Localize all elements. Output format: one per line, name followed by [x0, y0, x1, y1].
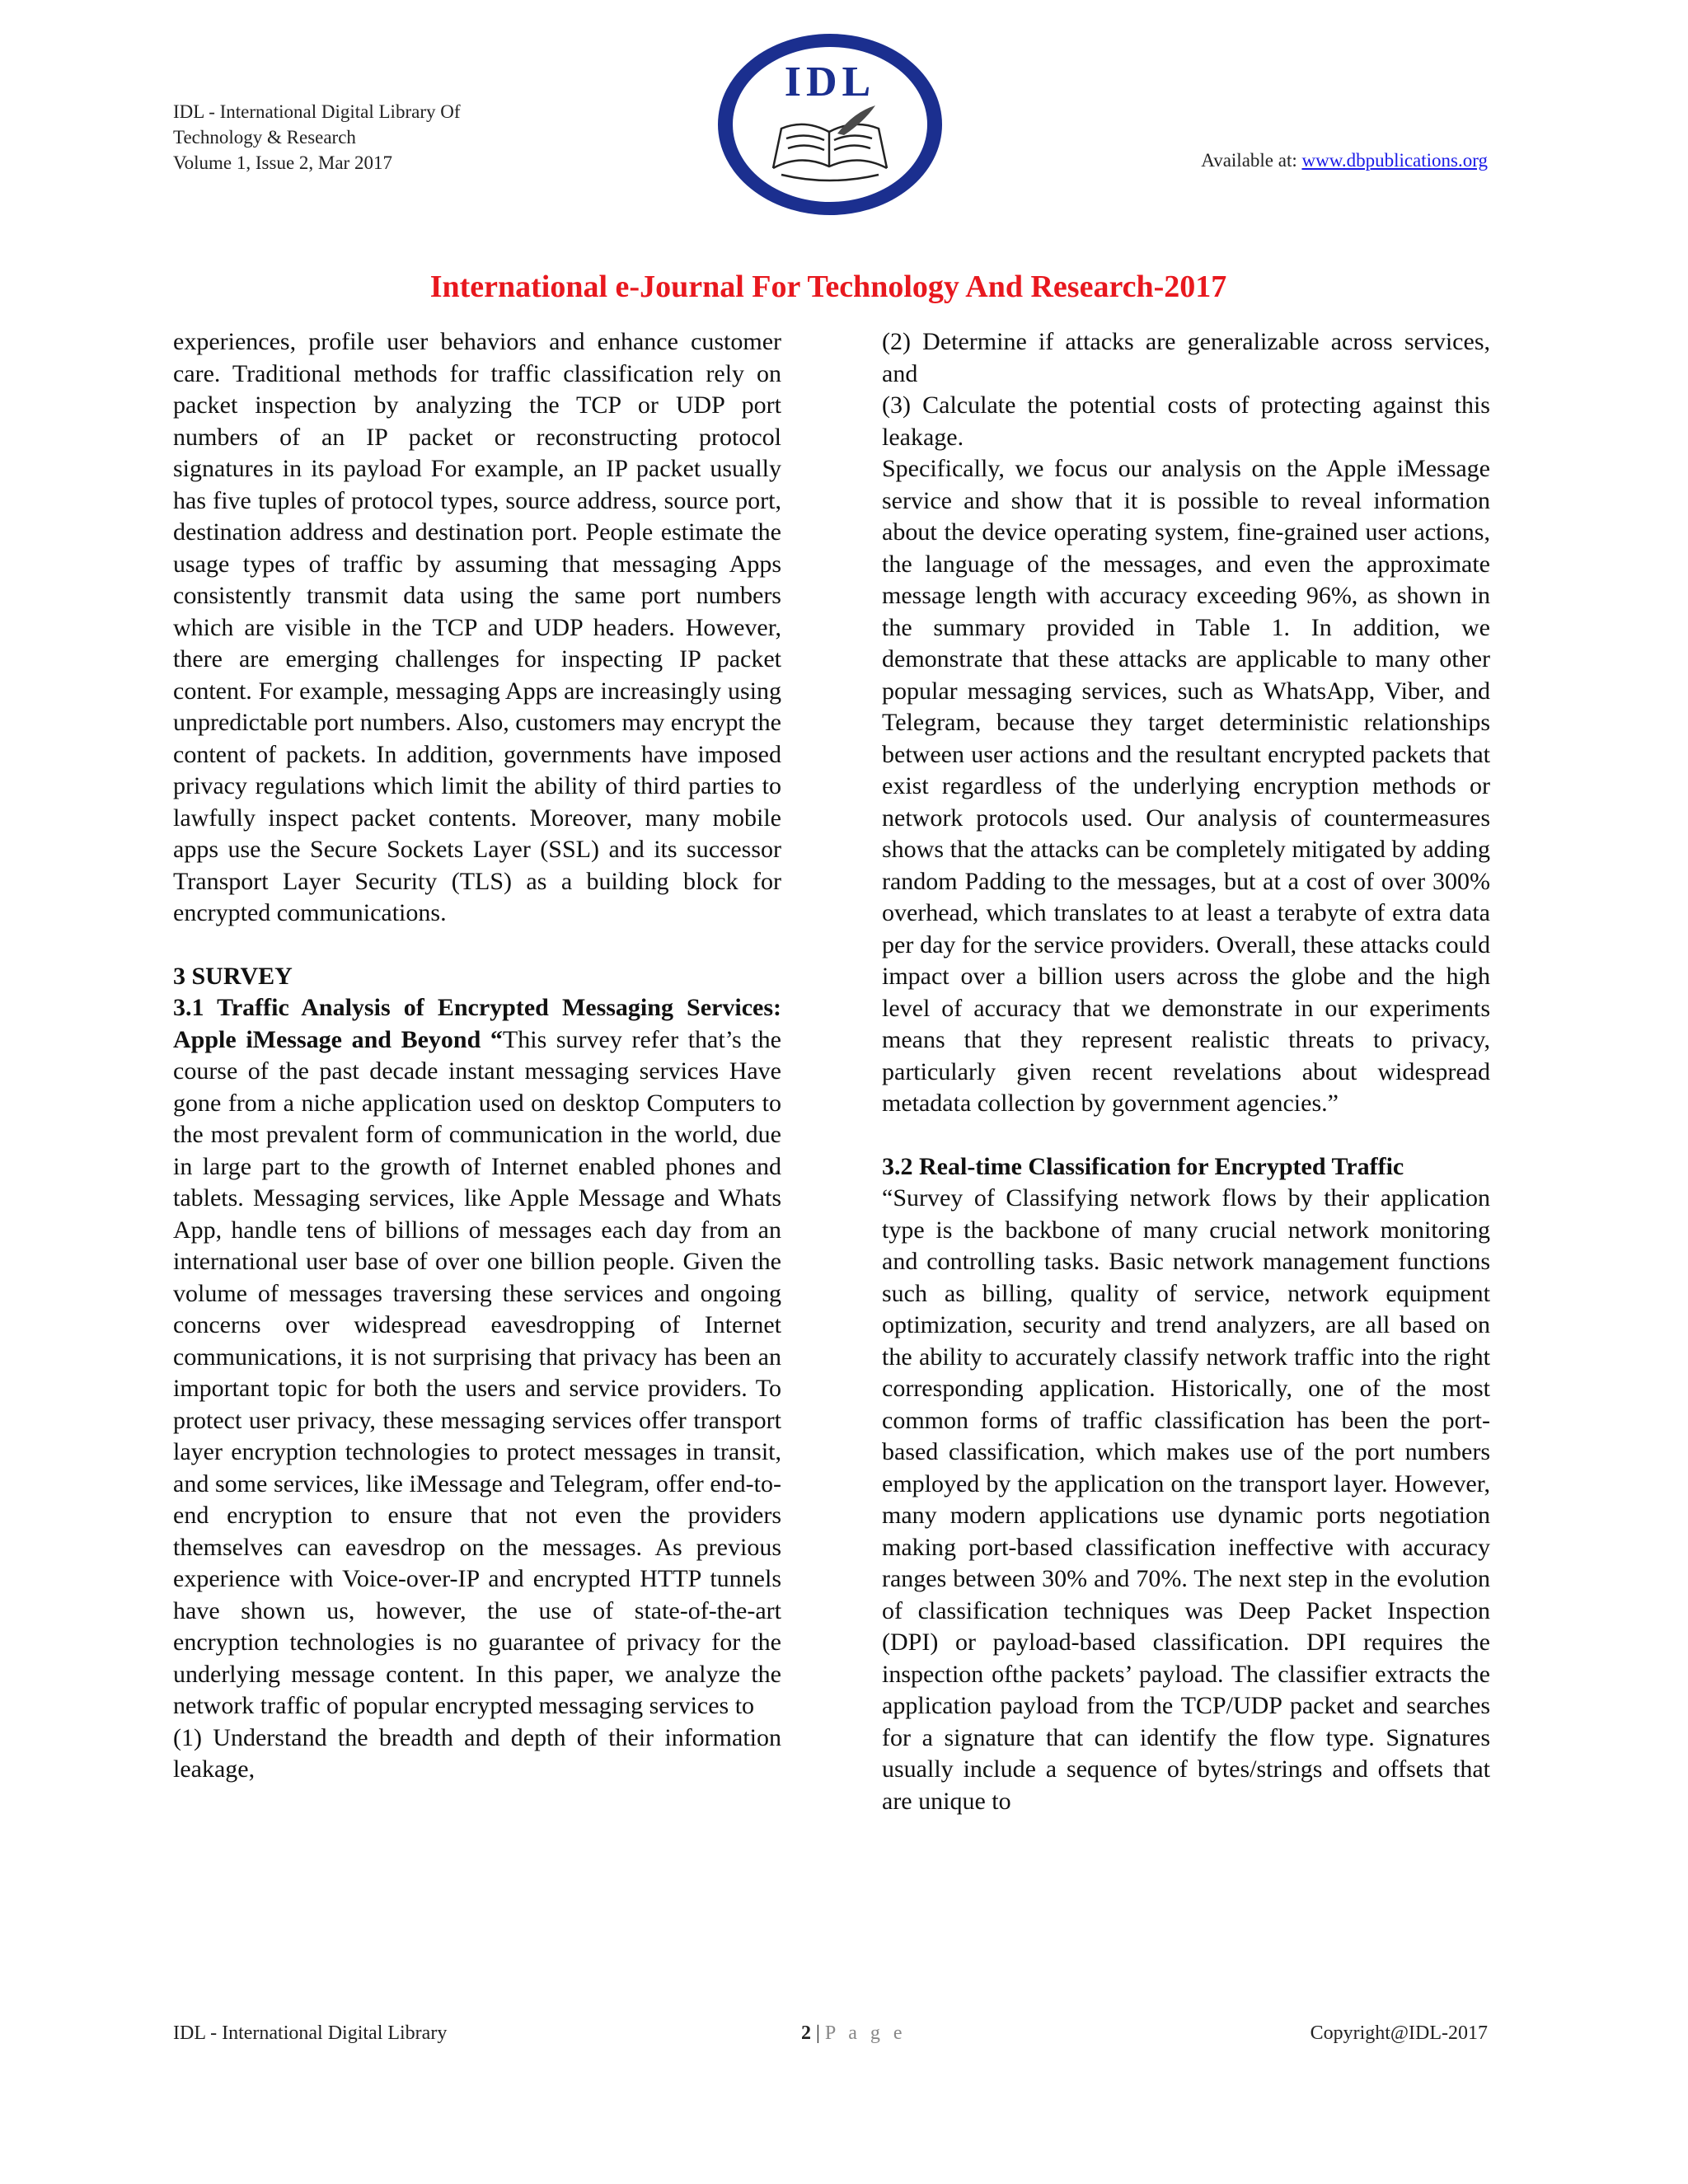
- journal-title: International e-Journal For Technology And Research-2017: [429, 269, 1227, 304]
- journal-info-line1: IDL - International Digital Library Of: [173, 101, 461, 122]
- subsection-heading: 3.1 Traffic Analysis of Encrypted Messaging Services: Apple iMessage and Beyond “: [173, 994, 781, 1053]
- idl-logo-icon: [714, 30, 946, 219]
- journal-info-line3: Volume 1, Issue 2, Mar 2017: [173, 152, 392, 173]
- footer-library: IDL - International Digital Library: [173, 2022, 448, 2044]
- logo-text: IDL: [784, 59, 876, 105]
- paragraph: Specifically, we focus our analysis on the Apple iMessage service and show that it is possible to reveal information about the device operating system, fine-grained user actions, the language of the messages, and even the approximate message length with accuracy exceeding 96%, as shown in the summary provided in Table 1. In addition, we demonstrate that these attacks are applicable to many other popular messaging services, such as WhatsApp, Viber, and Telegram, because they target deterministic relationships between user actions and the resultant encrypted packets that exist regardless of the underlying encryption methods or network protocols used. Our analysis of countermeasures shows that the attacks can be completely mitigated by adding random Padding to the messages, but at a cost of over 300% overhead, which translates to at least a terabyte of extra data per day for the service providers. Overall, these attacks could impact over a billion users across the globe and the high level of accuracy that we demonstrate in our experiments means that they represent realistic threats to privacy, particularly given recent revelations about widespread metadata collection by government agencies.”: [882, 455, 1490, 1117]
- available-label: Available at:: [1201, 150, 1302, 171]
- availability: [1201, 150, 1488, 171]
- paragraph: experiences, profile user behaviors and enhance customer care. Traditional methods for traffic classification rely on packet inspection by analyzing the TCP or UDP port numbers of an IP packet or reconstructing protocol signatures in its payload For example, an IP packet usually has five tuples of protocol types, source address, source port, destination address and destination port. People estimate the usage types of traffic by assuming that messaging Apps consistently transmit data using the same port numbers which are visible in the TCP and UDP headers. However, there are emerging challenges for inspecting IP packet content. For example, messaging Apps are increasingly using unpredictable port numbers. Also, customers may encrypt the content of packets. In addition, governments have imposed privacy regulations which limit the ability of third parties to lawfully inspect packet contents. Moreover, many mobile apps use the Secure Sockets Layer (SSL) and its successor Transport Layer Security (TLS) as a building block for encrypted communications.: [173, 328, 781, 926]
- journal-info: [173, 99, 461, 176]
- right-column: [882, 326, 1490, 1817]
- page-number: 2: [801, 2022, 811, 2044]
- section-heading: 3 SURVEY: [173, 962, 293, 990]
- list-item: (1) Understand the breadth and depth of their information leakage,: [173, 1723, 781, 1783]
- footer-copyright: Copyright@IDL-2017: [1310, 2022, 1488, 2044]
- paragraph: [173, 992, 781, 1722]
- page-separator: |: [811, 2022, 825, 2044]
- footer-page: [801, 2022, 907, 2045]
- list-item: (3) Calculate the potential costs of protecting against this leakage.: [882, 391, 1490, 451]
- page-word: P a g e: [824, 2022, 907, 2044]
- paragraph-text: This survey refer that’s the course of the past decade instant messaging services Have gone from a niche application used on desktop Computers to the most prevalent form of communication in the world, due in large part to the growth of Internet enabled phones and tablets. Messaging services, like Apple Message and Whats App, handle tens of billions of messages each day from an international user base of over one billion people. Given the volume of messages traversing these services and ongoing concerns over widespread eavesdropping of Internet communications, it is not surprising that privacy has been an important topic for both the users and service providers. To protect user privacy, these messaging services offer transport layer encryption technologies to protect messages in transit, and some services, like iMessage and Telegram, offer end-to-end encryption to ensure that not even the providers themselves can eavesdrop on the messages. As previous experience with Voice-over-IP and encrypted HTTP tunnels have shown us, however, the use of state-of-the-art encryption technologies is no guarantee of privacy for the underlying message content. In this paper, we analyze the network traffic of popular encrypted messaging services to: [173, 1025, 781, 1719]
- subsection-heading: 3.2 Real-time Classification for Encrypted Traffic: [882, 1152, 1404, 1180]
- paragraph: “Survey of Classifying network flows by their application type is the backbone of many crucial network monitoring and controlling tasks. Basic network management functions such as billing, quality of service, network equipment optimization, security and trend analyzers, are all based on the ability to accurately classify network traffic into the right corresponding application. Historically, one of the most common forms of traffic classification has been the port-based classification, which makes use of the port numbers employed by the application on the transport layer. However, many modern applications use dynamic ports negotiation making port-based classification ineffective with accuracy ranges between 30% and 70%. The next step in the evolution of classification techniques was Deep Packet Inspection (DPI) or payload-based classification. DPI requires the inspection ofthe packets’ payload. The classifier extracts the application payload from the TCP/UDP packet and searches for a signature that can identify the flow type. Signatures usually include a sequence of bytes/strings and offsets that are unique to: [882, 1184, 1490, 1815]
- journal-info-line2: Technology & Research: [173, 127, 356, 148]
- publication-link[interactable]: www.dbpublications.org: [1301, 150, 1488, 171]
- left-column: [173, 326, 781, 1786]
- list-item: (2) Determine if attacks are generalizable across services, and: [882, 328, 1490, 387]
